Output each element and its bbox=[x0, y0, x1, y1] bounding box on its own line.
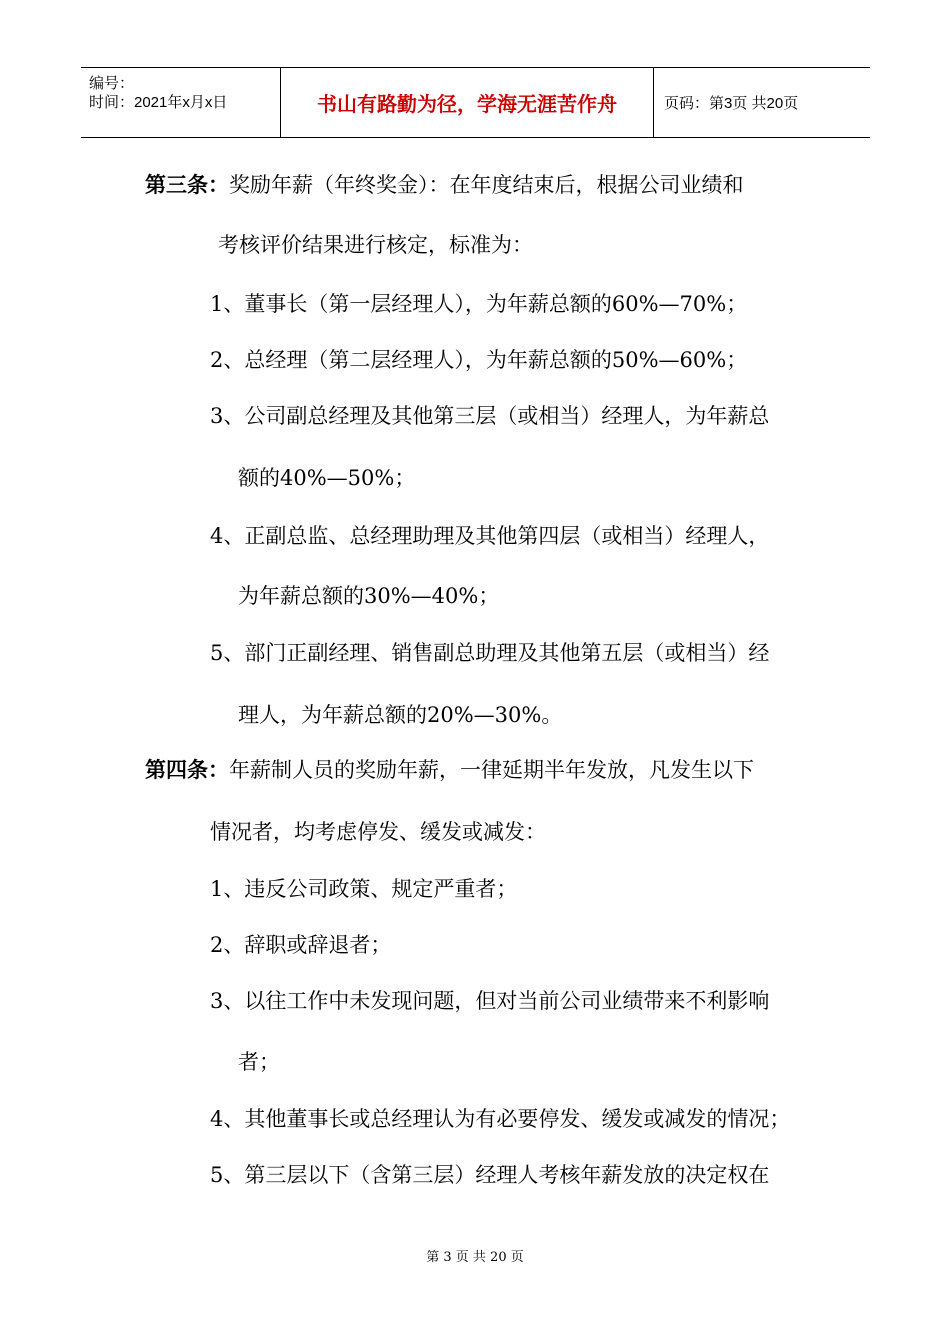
article-3-item-4-cont: 为年薪总额的30%—40%； bbox=[238, 584, 500, 608]
article-3-item-1: 1、董事长（第一层经理人），为年薪总额的60%—70%； bbox=[210, 292, 748, 316]
article-3-item-3: 3、公司副总经理及其他第三层（或相当）经理人，为年薪总 bbox=[210, 404, 770, 428]
article-3-item-5: 5、部门正副经理、销售副总助理及其他第五层（或相当）经 bbox=[210, 641, 770, 665]
article-3-item-3-cont: 额的40%—50%； bbox=[238, 466, 416, 490]
header-page-info: 页码：第3页 共20页 bbox=[664, 95, 799, 112]
article-3-item-4: 4、正副总监、总经理助理及其他第四层（或相当）经理人， bbox=[210, 524, 770, 548]
article-3-text: 奖励年薪（年终奖金）：在年度结束后，根据公司业绩和 bbox=[229, 173, 744, 197]
article-4-item-4: 4、其他董事长或总经理认为有必要停发、缓发或减发的情况； bbox=[210, 1107, 791, 1131]
article-3-line-2: 考核评价结果进行核定，标准为： bbox=[218, 233, 533, 257]
document-date: 时间：2021年x月x日 bbox=[89, 94, 228, 111]
page-header bbox=[81, 67, 870, 138]
article-3-item-5-cont: 理人，为年薪总额的20%—30%。 bbox=[238, 703, 563, 727]
article-4-line-2: 情况者，均考虑停发、缓发或减发： bbox=[210, 820, 546, 844]
article-4-item-1: 1、违反公司政策、规定严重者； bbox=[210, 877, 518, 901]
article-3-line-1 bbox=[145, 170, 744, 200]
article-4-line-1 bbox=[145, 755, 754, 785]
header-motto: 书山有路勤为径，学海无涯苦作舟 bbox=[281, 68, 654, 137]
header-meta bbox=[81, 68, 281, 137]
article-3-item-2: 2、总经理（第二层经理人），为年薪总额的50%—60%； bbox=[210, 348, 748, 372]
document-number-label: 编号： bbox=[89, 75, 135, 92]
article-3-label: 第三条： bbox=[145, 173, 229, 197]
article-4-item-3-cont: 者； bbox=[238, 1050, 280, 1074]
article-4-item-5: 5、第三层以下（含第三层）经理人考核年薪发放的决定权在 bbox=[210, 1163, 770, 1187]
page-footer: 第 3 页 共 20 页 bbox=[426, 1250, 524, 1265]
article-4-label: 第四条： bbox=[145, 758, 229, 782]
article-4-item-2: 2、辞职或辞退者； bbox=[210, 933, 392, 957]
article-4-item-3: 3、以往工作中未发现问题，但对当前公司业绩带来不利影响 bbox=[210, 989, 770, 1013]
article-4-text: 年薪制人员的奖励年薪，一律延期半年发放，凡发生以下 bbox=[229, 758, 754, 782]
